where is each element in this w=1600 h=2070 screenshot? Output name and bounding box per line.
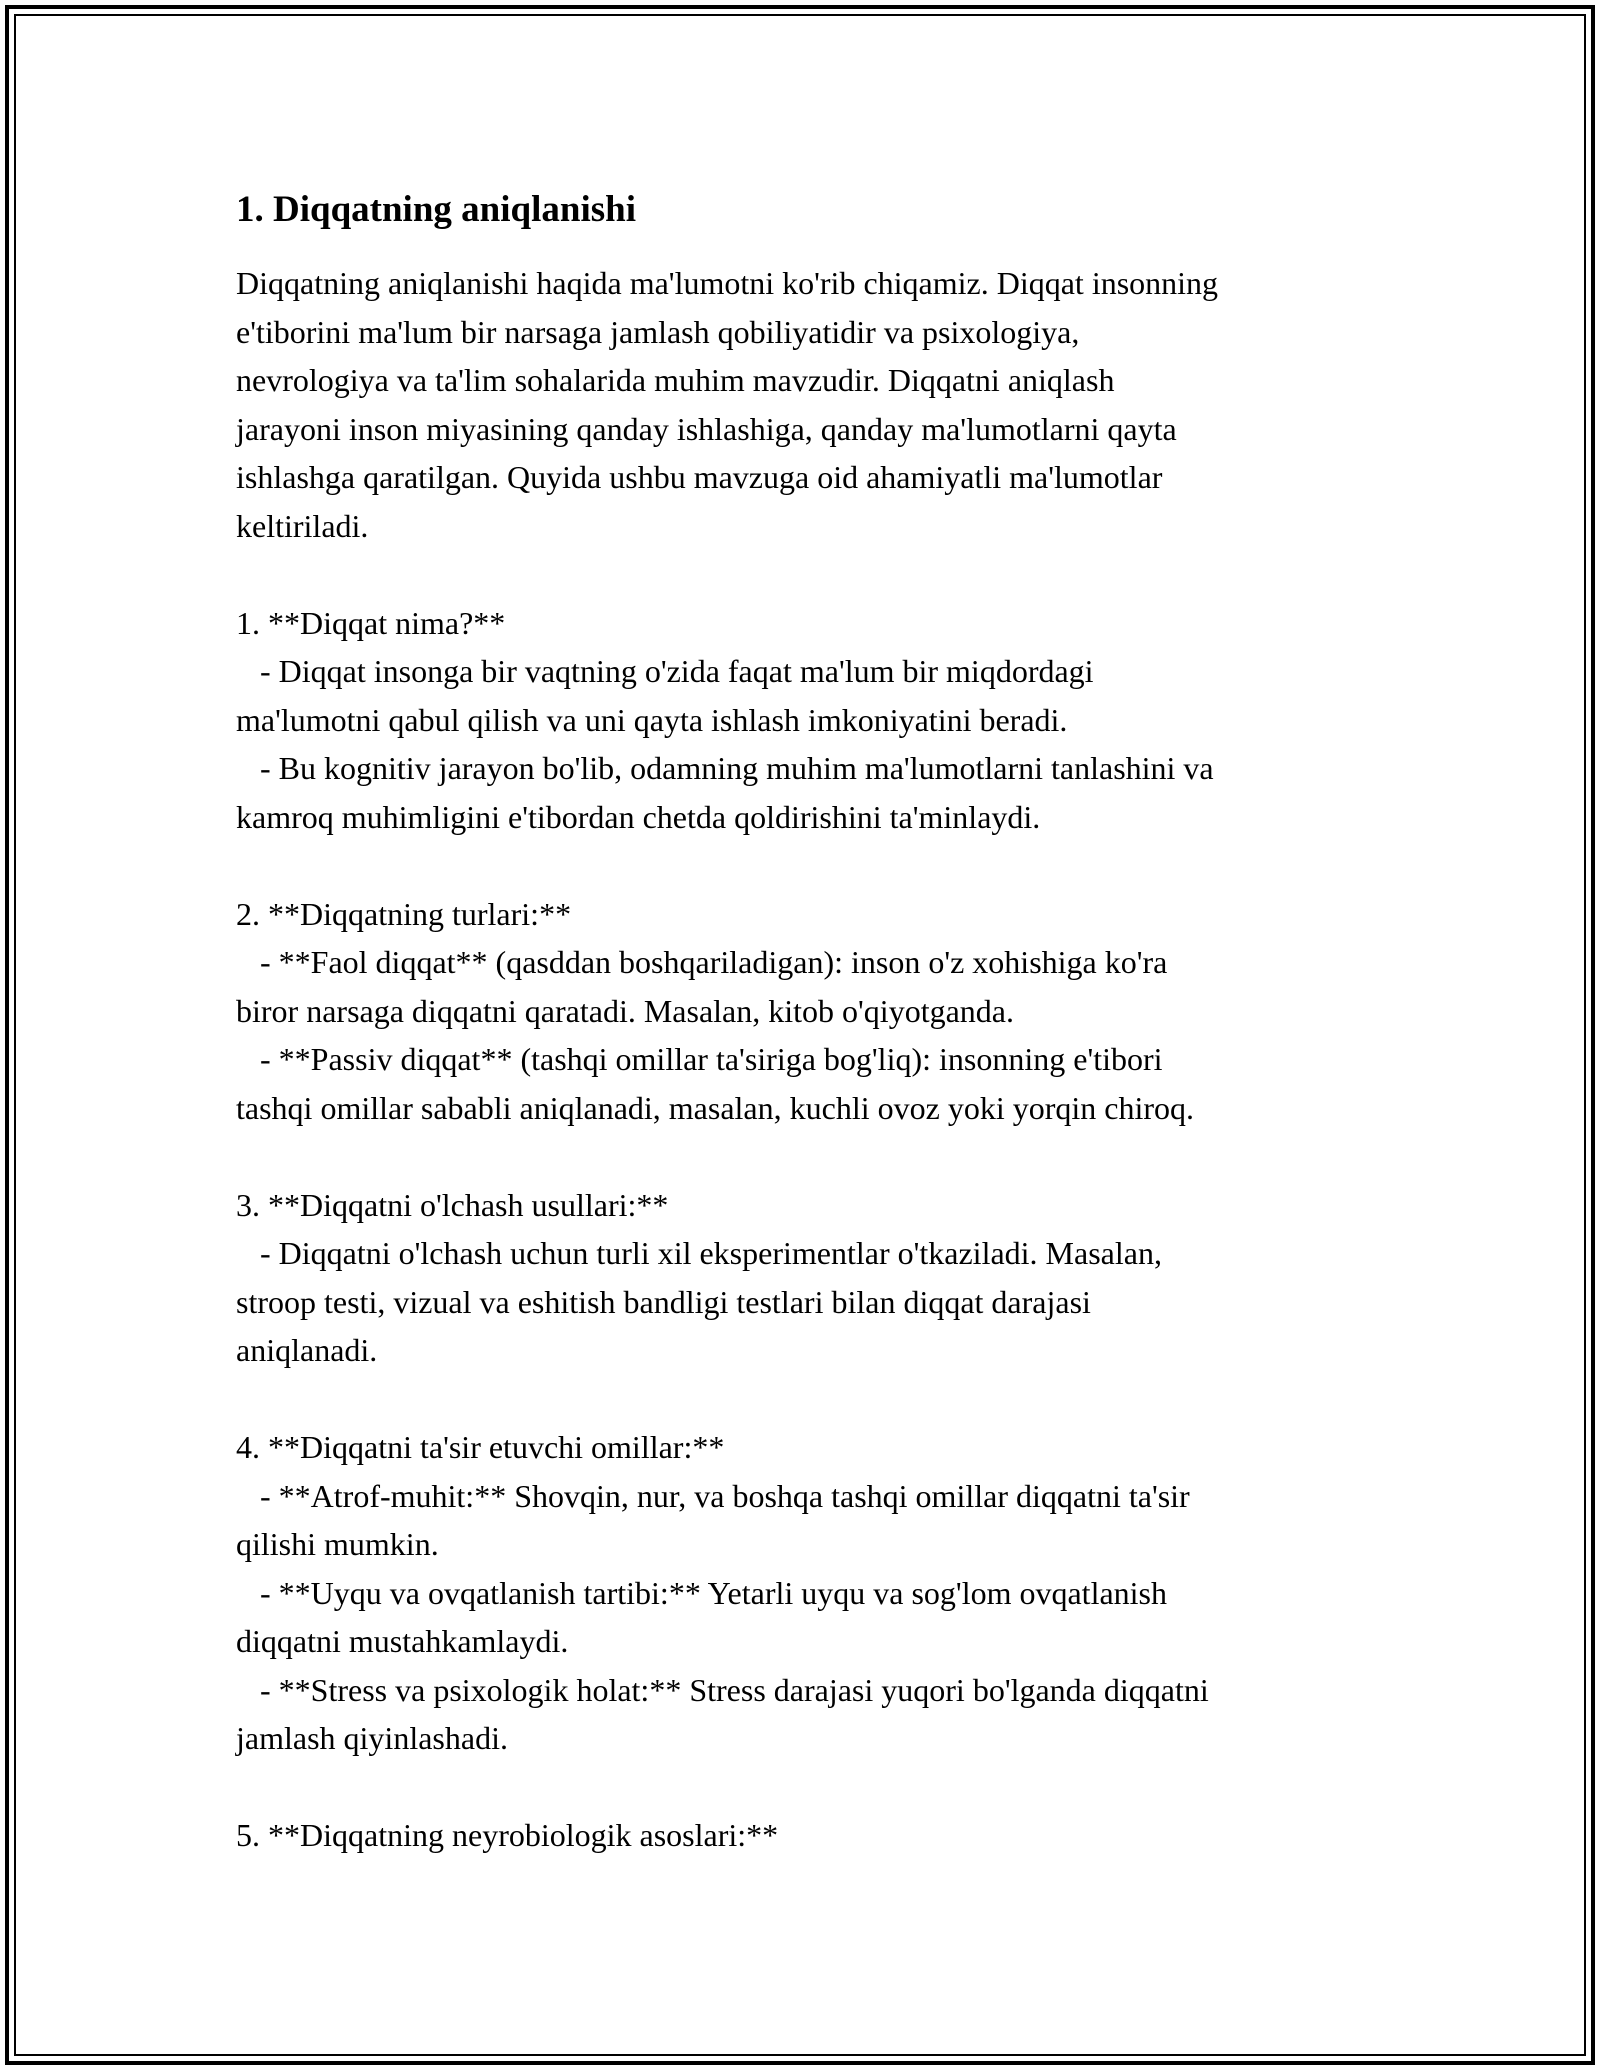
text-line: ma'lumotni qabul qilish va uni qayta ishlash imkoniyatini beradi.: [236, 701, 1068, 738]
blank-line: [236, 1375, 1366, 1424]
text-line: kamroq muhimligini e'tibordan chetda qoldirishini ta'minlaydi.: [236, 798, 1041, 835]
blank-line: [236, 1763, 1366, 1812]
text-line: qilishi mumkin.: [236, 1526, 439, 1562]
text-line: biror narsaga diqqatni qaratadi. Masalan, kitob o'qiyotganda.: [236, 992, 1014, 1029]
text-line: stroop testi, vizual va eshitish bandligi testlari bilan diqqat darajasi: [236, 1283, 1091, 1320]
text-line: e'tiborini ma'lum bir narsaga jamlash qobiliyatidir va psixologiya,: [236, 313, 1080, 350]
text-line: keltiriladi.: [236, 507, 369, 544]
page-title: 1. Diqqatning aniqlanishi: [236, 189, 636, 230]
text-line: jamlash qiyinlashadi.: [236, 1720, 508, 1756]
text-line: ishlashga qaratilgan. Quyida ushbu mavzuga oid ahamiyatli ma'lumotlar: [236, 459, 1163, 495]
text-line: - **Passiv diqqat** (tashqi omillar ta'siriga bog'liq): insonning e'tibori: [236, 1041, 1163, 1077]
text-line: - **Stress va psixologik holat:** Stress darajasi yuqori bo'lganda diqqatni: [236, 1671, 1209, 1708]
blank-line: [236, 841, 1366, 890]
text-line: Diqqatning aniqlanishi haqida ma'lumotni ko'rib chiqamiz. Diqqat insonning: [236, 265, 1219, 301]
text-line: aniqlanadi.: [236, 1332, 378, 1368]
text-line: 3. **Diqqatni o'lchash usullari:**: [236, 1186, 669, 1223]
text-line: 4. **Diqqatni ta'sir etuvchi omillar:**: [236, 1429, 725, 1465]
text-line: - **Faol diqqat** (qasddan boshqariladigan): inson o'z xohishiga ko'ra: [236, 944, 1168, 980]
text-line: - **Uyqu va ovqatlanish tartibi:** Yetarli uyqu va sog'lom ovqatlanish: [236, 1574, 1167, 1611]
blank-line: [236, 550, 1366, 599]
text-line: diqqatni mustahkamlaydi.: [236, 1623, 569, 1659]
text-line: jarayoni inson miyasining qanday ishlashiga, qanday ma'lumotlarni qayta: [236, 410, 1177, 447]
text-line: - **Atrof-muhit:** Shovqin, nur, va boshqa tashqi omillar diqqatni ta'sir: [236, 1477, 1190, 1514]
document-body: [236, 185, 1366, 1860]
document-text: [236, 259, 1366, 1860]
text-line: - Bu kognitiv jarayon bo'lib, odamning muhim ma'lumotlarni tanlashini va: [236, 750, 1214, 786]
text-line: 1. **Diqqat nima?**: [236, 604, 506, 641]
blank-line: [236, 1132, 1366, 1181]
text-line: 5. **Diqqatning neyrobiologik asoslari:**: [236, 1817, 779, 1853]
text-line: nevrologiya va ta'lim sohalarida muhim mavzudir. Diqqatni aniqlash: [236, 362, 1115, 398]
text-line: - Diqqatni o'lchash uchun turli xil eksperimentlar o'tkaziladi. Masalan,: [236, 1235, 1162, 1271]
text-line: tashqi omillar sababli aniqlanadi, masalan, kuchli ovoz yoki yorqin chiroq.: [236, 1089, 1194, 1126]
text-line: - Diqqat insonga bir vaqtning o'zida faqat ma'lum bir miqdordagi: [236, 653, 1094, 689]
text-line: 2. **Diqqatning turlari:**: [236, 895, 572, 932]
